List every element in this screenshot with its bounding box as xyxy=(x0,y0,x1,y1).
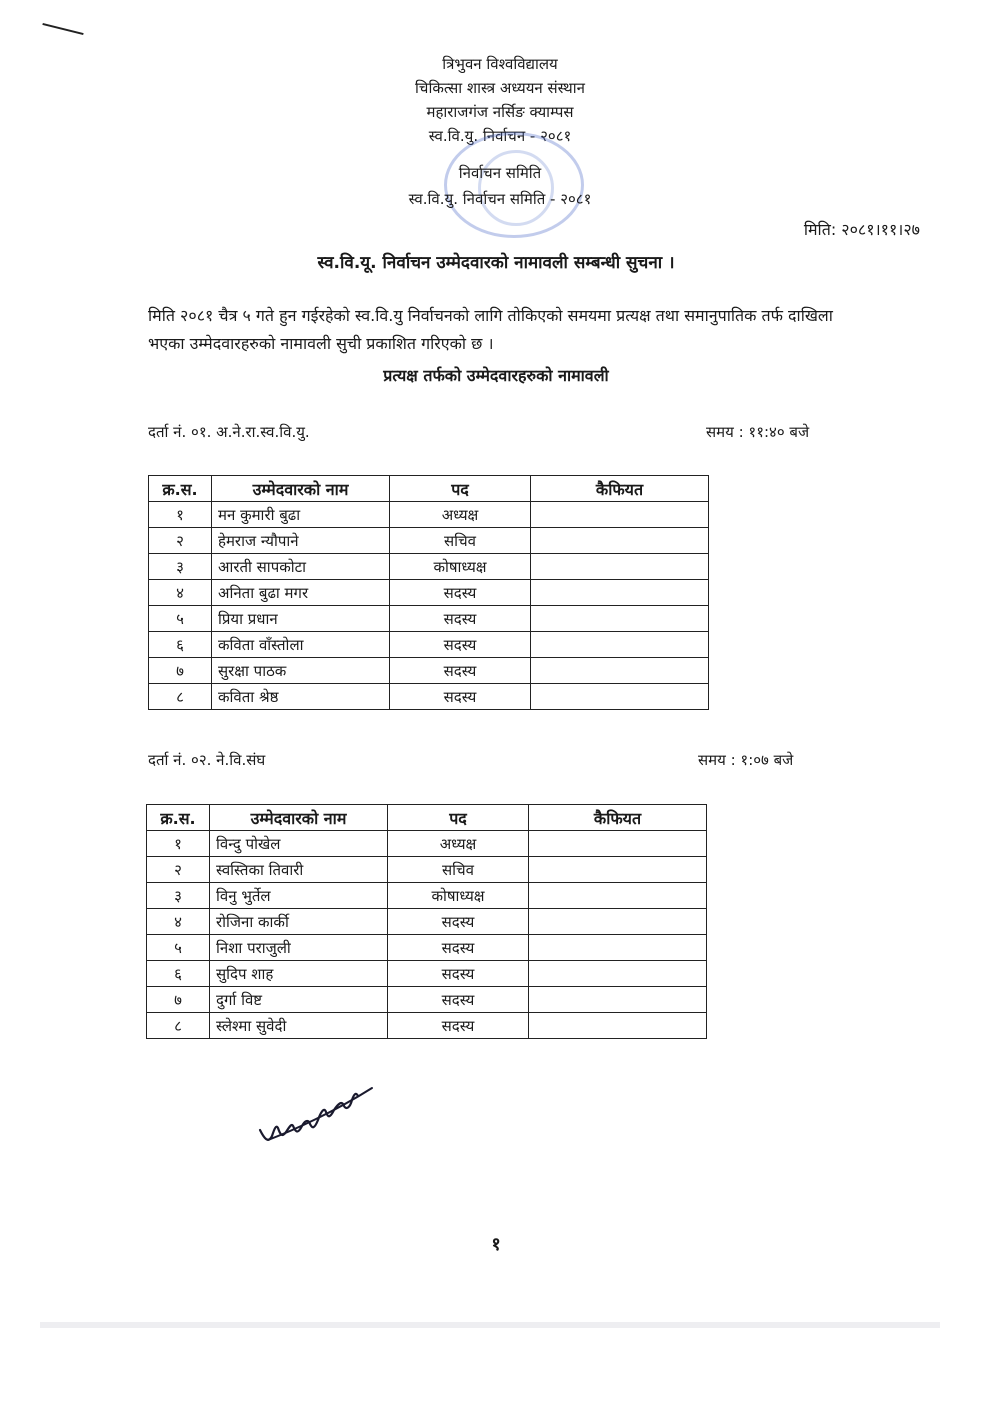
cell-name: सुदिप शाह xyxy=(210,961,388,987)
column-header-post: पद xyxy=(390,476,531,502)
cell-remarks xyxy=(529,857,707,883)
cell-remarks xyxy=(529,883,707,909)
table-row xyxy=(149,606,709,632)
cell-remarks xyxy=(531,606,709,632)
cell-post: सदस्य xyxy=(388,1013,529,1039)
cell-name: विन्दु पोखेल xyxy=(210,831,388,857)
table-row xyxy=(147,831,707,857)
cell-post: सदस्य xyxy=(388,935,529,961)
table-row xyxy=(147,1013,707,1039)
cell-name: निशा पराजुली xyxy=(210,935,388,961)
cell-remarks xyxy=(531,554,709,580)
column-header-remarks: कैफियत xyxy=(531,476,709,502)
cell-sn: ८ xyxy=(147,1013,210,1039)
table-row xyxy=(147,909,707,935)
election-name: स्व.वि.यु. निर्वाचन - २०८१ xyxy=(428,127,572,145)
table-row xyxy=(149,632,709,658)
cell-sn: ८ xyxy=(149,684,212,710)
cell-post: सदस्य xyxy=(390,632,531,658)
cell-remarks xyxy=(531,684,709,710)
cell-sn: ७ xyxy=(147,987,210,1013)
cell-name: कविता वाँस्तोला xyxy=(212,632,390,658)
registration-line-1: दर्ता नं. ०१. अ.ने.रा.स्व.वि.यु. xyxy=(148,423,310,441)
column-header-post: पद xyxy=(388,805,529,831)
cell-post: सदस्य xyxy=(390,658,531,684)
handwritten-signature xyxy=(254,1078,384,1152)
cell-remarks xyxy=(529,1013,707,1039)
column-header-sn: क्र.स. xyxy=(147,805,210,831)
table-row xyxy=(149,502,709,528)
column-header-name: उम्मेदवारको नाम xyxy=(210,805,388,831)
submission-time-2: समय : १:०७ बजे xyxy=(698,751,794,769)
cell-post: कोषाध्यक्ष xyxy=(390,554,531,580)
table-row xyxy=(147,935,707,961)
cell-remarks xyxy=(529,935,707,961)
cell-post: सदस्य xyxy=(390,606,531,632)
cell-name: हेमराज न्यौपाने xyxy=(212,528,390,554)
cell-remarks xyxy=(529,909,707,935)
committee-title: निर्वाचन समिति xyxy=(458,164,542,182)
cell-post: सदस्य xyxy=(388,961,529,987)
table-row xyxy=(147,883,707,909)
cell-sn: १ xyxy=(149,502,212,528)
cell-remarks xyxy=(529,987,707,1013)
cell-post: सदस्य xyxy=(388,987,529,1013)
cell-name: प्रिया प्रधान xyxy=(212,606,390,632)
candidate-table-1 xyxy=(148,475,709,710)
cell-post: कोषाध्यक्ष xyxy=(388,883,529,909)
column-header-name: उम्मेदवारको नाम xyxy=(212,476,390,502)
cell-sn: ४ xyxy=(147,909,210,935)
cell-post: सदस्य xyxy=(390,684,531,710)
notice-subject: स्व.वि.यू. निर्वाचन उम्मेदवारको नामावली सम्बन्धी सुचना । xyxy=(317,253,675,273)
cell-name: अनिता बुढा मगर xyxy=(212,580,390,606)
cell-sn: २ xyxy=(149,528,212,554)
university-name: त्रिभुवन विश्वविद्यालय xyxy=(442,55,558,73)
cell-name: सुरक्षा पाठक xyxy=(212,658,390,684)
cell-sn: ६ xyxy=(147,961,210,987)
cell-post: अध्यक्ष xyxy=(390,502,531,528)
column-header-sn: क्र.स. xyxy=(149,476,212,502)
table-header-row xyxy=(149,476,709,502)
cell-remarks xyxy=(529,961,707,987)
cell-name: दुर्गा विष्ट xyxy=(210,987,388,1013)
table-row xyxy=(149,528,709,554)
cell-name: विनु भुर्तेल xyxy=(210,883,388,909)
institute-name: चिकित्सा शास्त्र अध्ययन संस्थान xyxy=(415,79,585,97)
cell-remarks xyxy=(531,658,709,684)
page-number: १ xyxy=(491,1234,501,1255)
notice-date: मिति: २०८१।११।२७ xyxy=(803,220,920,239)
cell-name: आरती सापकोटा xyxy=(212,554,390,580)
cell-sn: ४ xyxy=(149,580,212,606)
cell-sn: ३ xyxy=(149,554,212,580)
cell-post: सदस्य xyxy=(390,580,531,606)
campus-name: महाराजगंज नर्सिङ क्याम्पस xyxy=(426,103,574,121)
cell-remarks xyxy=(531,528,709,554)
table-row xyxy=(147,987,707,1013)
cell-post: अध्यक्ष xyxy=(388,831,529,857)
table-header-row xyxy=(147,805,707,831)
cell-remarks xyxy=(531,502,709,528)
cell-remarks xyxy=(529,831,707,857)
committee-name: स्व.वि.यु. निर्वाचन समिति - २०८१ xyxy=(408,190,592,208)
candidate-table-2 xyxy=(146,804,707,1039)
table-row xyxy=(149,580,709,606)
table-row xyxy=(147,961,707,987)
section-title: प्रत्यक्ष तर्फको उम्मेदवारहरुको नामावली xyxy=(383,366,609,385)
cell-sn: २ xyxy=(147,857,210,883)
cell-sn: ६ xyxy=(149,632,212,658)
cell-sn: ५ xyxy=(149,606,212,632)
cell-post: सचिव xyxy=(388,857,529,883)
cell-name: स्वस्तिका तिवारी xyxy=(210,857,388,883)
cell-name: रोजिना कार्की xyxy=(210,909,388,935)
cell-sn: १ xyxy=(147,831,210,857)
cell-post: सदस्य xyxy=(388,909,529,935)
scan-edge xyxy=(40,1322,940,1328)
notice-paragraph: मिति २०८१ चैत्र ५ गते हुन गईरहेको स्व.वि.यु निर्वाचनको लागि तोकिएको समयमा प्रत्यक्ष तथा समानुपातिक तर्फ दाखिला भएका उम्मेदवारहरुको नामावली सुची प्रकाशित गरिएको छ । xyxy=(148,306,833,353)
committee-block xyxy=(300,160,700,212)
cell-sn: ७ xyxy=(149,658,212,684)
cell-name: कविता श्रेष्ठ xyxy=(212,684,390,710)
cell-sn: ३ xyxy=(147,883,210,909)
column-header-remarks: कैफियत xyxy=(529,805,707,831)
registration-line-2: दर्ता नं. ०२. ने.वि.संघ xyxy=(148,751,266,769)
cell-post: सचिव xyxy=(390,528,531,554)
table-row xyxy=(149,554,709,580)
scan-mark xyxy=(42,23,83,35)
cell-sn: ५ xyxy=(147,935,210,961)
table-row xyxy=(149,658,709,684)
table-row xyxy=(147,857,707,883)
cell-remarks xyxy=(531,580,709,606)
cell-name: मन कुमारी बुढा xyxy=(212,502,390,528)
cell-remarks xyxy=(531,632,709,658)
cell-name: स्लेश्मा सुवेदी xyxy=(210,1013,388,1039)
table-row xyxy=(149,684,709,710)
submission-time-1: समय : ११:४० बजे xyxy=(706,423,810,441)
